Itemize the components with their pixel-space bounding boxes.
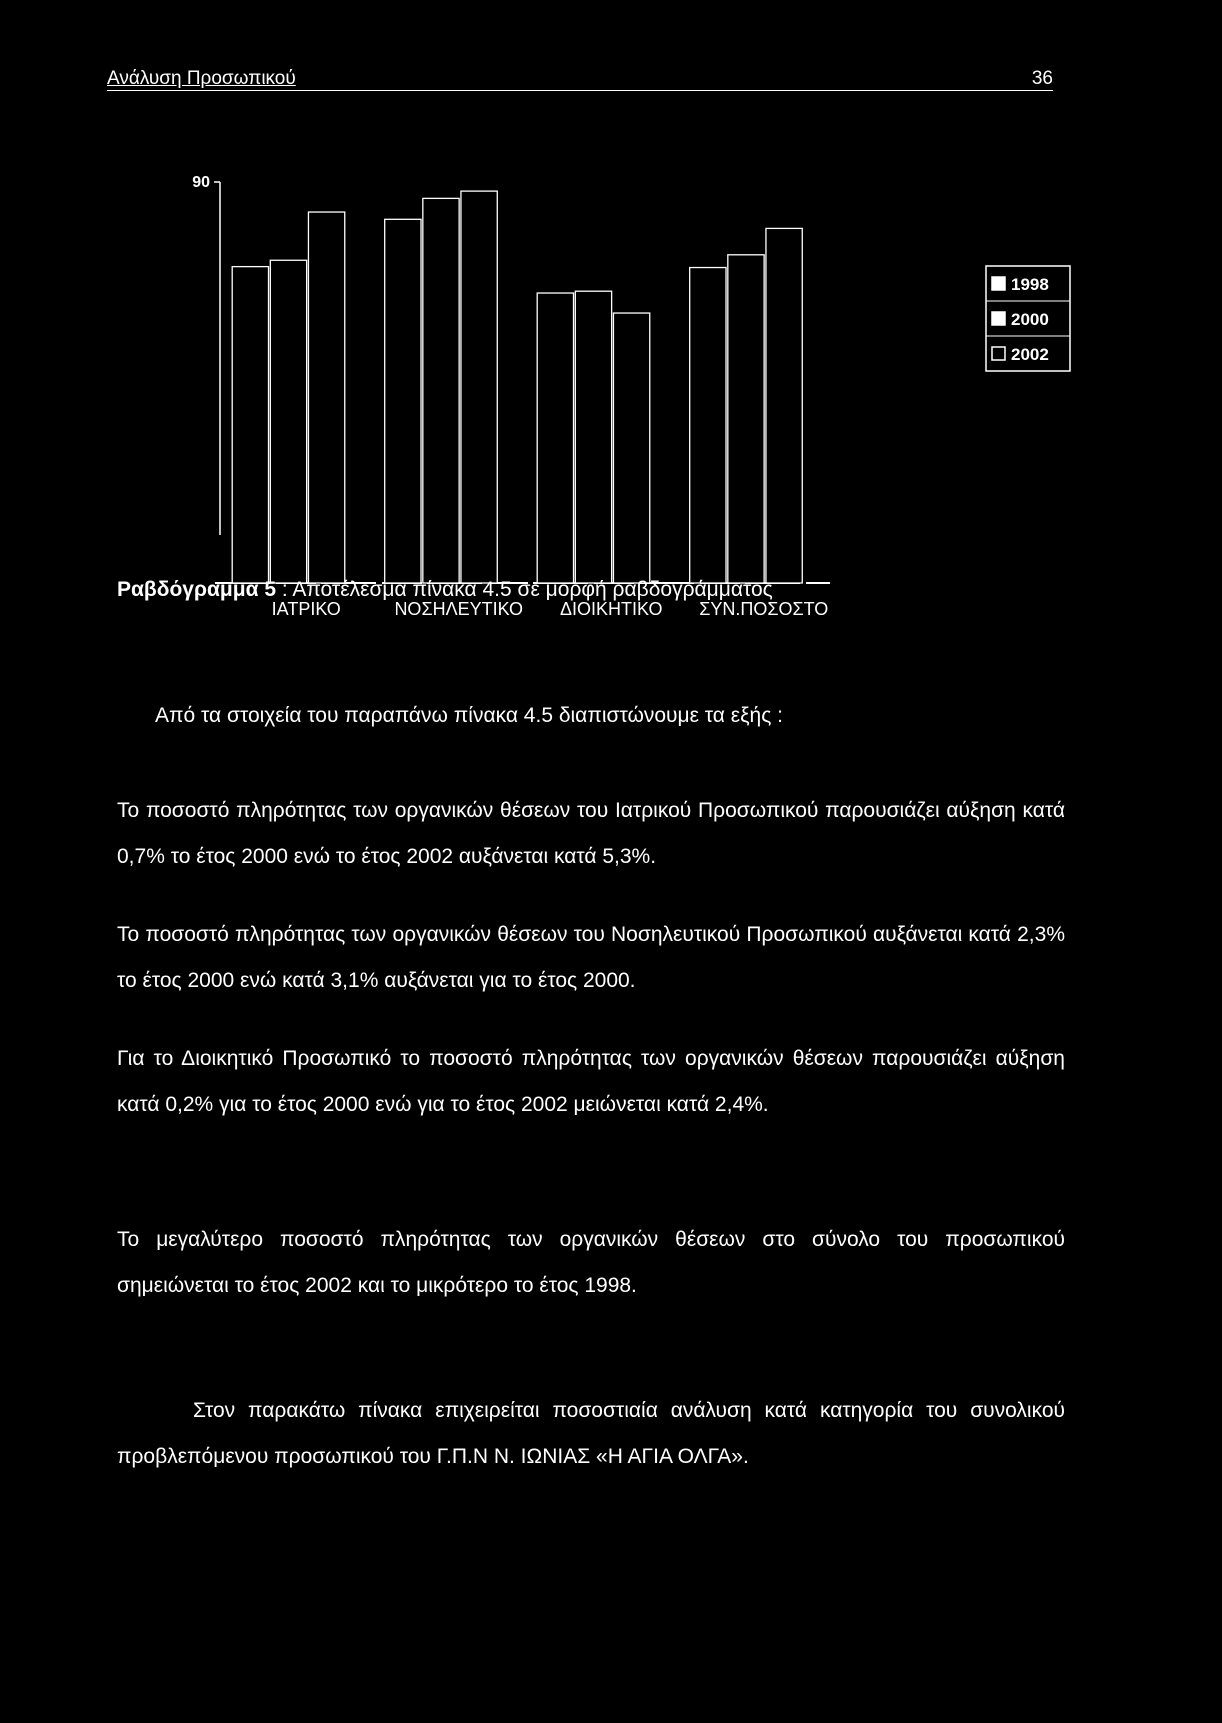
bar-2000-1 — [423, 198, 459, 583]
bar-2000-3 — [728, 255, 764, 583]
x-tick-label: ΙΑΤΡΙΚΟ — [271, 599, 341, 619]
bar-1998-0 — [232, 267, 268, 583]
x-tick-label: ΝΟΣΗΛΕΥΤΙΚΟ — [394, 599, 524, 619]
paragraph-next-table: Στον παρακάτω πίνακα επιχειρείται ποσοστιαία ανάλυση κατά κατηγορία του συνολικού προβλεπόμενου προσωπικού του Γ.Π.Ν Ν. ΙΩΝΙΑΣ «Η ΑΓΙΑ ΟΛΓΑ». — [117, 1399, 1065, 1468]
intro-sentence: Από τα στοιχεία του παραπάνω πίνακα 4.5 διαπιστώνουμε τα εξής : — [155, 704, 784, 727]
legend-swatch-2000 — [992, 312, 1005, 325]
header-rule — [107, 90, 1053, 91]
legend-label-2000: 2000 — [1011, 310, 1049, 329]
paragraph-medical: Το ποσοστό πληρότητας των οργανικών θέσεων του Ιατρικού Προσωπικού παρουσιάζει αύξηση κατά 0,7% το έτος 2000 ενώ το έτος 2002 αυξάνεται κατά 5,3%. — [117, 799, 1065, 868]
y-tick-label: 90 — [192, 174, 210, 191]
legend-label-1998: 1998 — [1011, 275, 1049, 294]
bar-2002-1 — [461, 191, 497, 583]
page-header — [107, 68, 1053, 94]
page-header-title: Ανάλυση Προσωπικού — [107, 68, 296, 89]
x-tick-label: ΣΥΝ.ΠΟΣΟΣΤΟ — [699, 599, 829, 619]
paragraph-nursing: Το ποσοστό πληρότητας των οργανικών θέσεων του Νοσηλευτικού Προσωπικού αυξάνεται κατά 2,3% το έτος 2000 ενώ κατά 3,1% αυξάνεται για το έτος 2000. — [117, 923, 1065, 992]
chart-caption-text: : Αποτέλεσμα πίνακα 4.5 σε μορφή ραβδογράμματος — [276, 578, 773, 601]
x-tick-label: ΔΙΟΙΚΗΤΙΚΟ — [560, 599, 663, 619]
bar-1998-2 — [537, 293, 573, 583]
bar-2000-2 — [575, 291, 611, 583]
chart-caption — [117, 578, 1077, 602]
bar-1998-1 — [385, 219, 421, 583]
legend-label-2002: 2002 — [1011, 345, 1049, 364]
paragraph-total: Το μεγαλύτερο ποσοστό πληρότητας των οργανικών θέσεων στο σύνολο του προσωπικού σημειώνεται το έτος 2002 και το μικρότερο το έτος 1998. — [117, 1228, 1065, 1297]
bar-2002-0 — [308, 212, 344, 583]
legend-swatch-2002 — [992, 347, 1005, 360]
legend-swatch-1998 — [992, 277, 1005, 290]
page-number: 36 — [1031, 68, 1053, 89]
bar-1998-3 — [690, 268, 726, 583]
bar-2002-3 — [766, 228, 802, 583]
paragraph-administrative: Για το Διοικητικό Προσωπικό το ποσοστό πληρότητας των οργανικών θέσεων παρουσιάζει αύξηση κατά 0,2% για το έτος 2000 ενώ για το έτος 2002 μειώνεται κατά 2,4%. — [117, 1047, 1065, 1116]
chart-caption-label: Ραβδόγραμμα 5 — [117, 578, 276, 601]
bar-2000-0 — [270, 260, 306, 583]
bar-2002-2 — [613, 313, 649, 583]
